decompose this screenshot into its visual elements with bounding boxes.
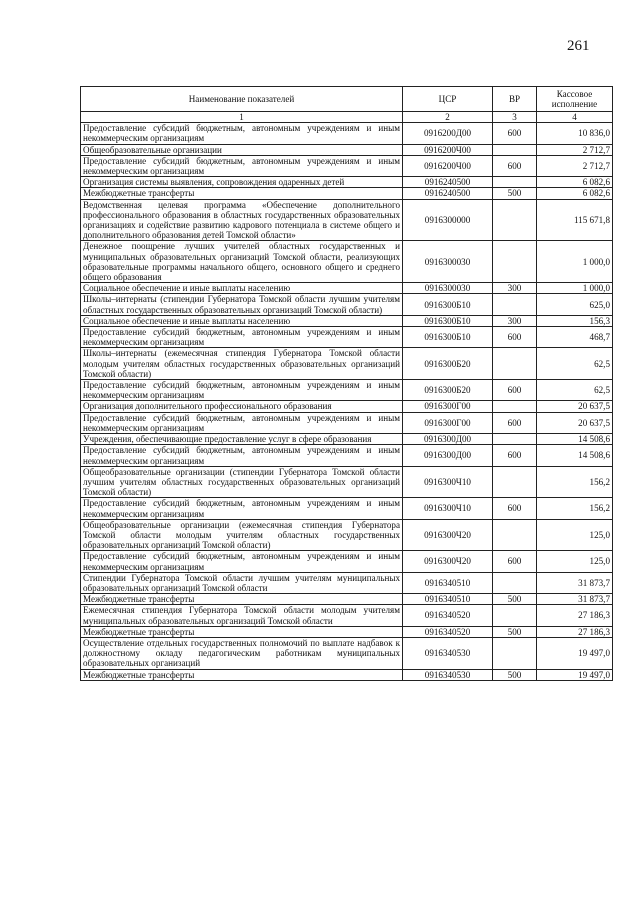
row-vr: 600 xyxy=(493,412,537,433)
row-csr: 0916200Д00 xyxy=(403,123,493,144)
row-csr: 0916300Ч10 xyxy=(403,498,493,519)
row-amount: 20 637,5 xyxy=(537,412,613,433)
row-vr xyxy=(493,466,537,498)
row-csr: 0916200Ч00 xyxy=(403,155,493,176)
table-row xyxy=(81,637,613,669)
table-row xyxy=(81,572,613,593)
row-amount: 6 082,6 xyxy=(537,188,613,199)
row-csr: 0916300Ч20 xyxy=(403,551,493,572)
row-vr xyxy=(493,572,537,593)
row-name: Общеобразовательные организации (стипендии Губернатора Томской области лучшим учителям областных государственных образовательных организаций Томской области) xyxy=(81,466,403,498)
row-csr: 0916300Б20 xyxy=(403,380,493,401)
row-vr xyxy=(493,294,537,315)
row-csr: 0916300Д00 xyxy=(403,434,493,445)
row-amount: 31 873,7 xyxy=(537,572,613,593)
row-name: Предоставление субсидий бюджетным, автономным учреждениям и иным некоммерческим организациям xyxy=(81,380,403,401)
column-number-row xyxy=(81,112,613,123)
row-vr xyxy=(493,519,537,551)
table-row xyxy=(81,144,613,155)
row-name: Школы–интернаты (ежемесячная стипендия Губернатора Томской области молодым учителям областных государственных образовательных организаций Томской области) xyxy=(81,348,403,380)
row-amount: 10 836,0 xyxy=(537,123,613,144)
table-body xyxy=(81,123,613,681)
table-row xyxy=(81,594,613,605)
row-name: Организация системы выявления, сопровождения одаренных детей xyxy=(81,177,403,188)
column-number: 1 xyxy=(81,112,403,123)
row-csr: 0916200Ч00 xyxy=(403,144,493,155)
row-amount: 115 671,8 xyxy=(537,199,613,241)
row-vr: 600 xyxy=(493,123,537,144)
row-amount: 19 497,0 xyxy=(537,637,613,669)
row-csr: 0916300Ч20 xyxy=(403,519,493,551)
table-row xyxy=(81,315,613,326)
row-csr: 0916300000 xyxy=(403,199,493,241)
table-row xyxy=(81,380,613,401)
row-vr: 600 xyxy=(493,380,537,401)
table-row xyxy=(81,498,613,519)
row-amount: 62,5 xyxy=(537,348,613,380)
row-vr xyxy=(493,241,537,283)
row-csr: 0916300Б10 xyxy=(403,294,493,315)
header-row xyxy=(81,87,613,112)
row-csr: 0916300Б10 xyxy=(403,315,493,326)
header-amount: Кассовое исполнение xyxy=(537,87,613,112)
row-amount: 14 508,6 xyxy=(537,445,613,466)
row-vr: 600 xyxy=(493,551,537,572)
row-amount: 6 082,6 xyxy=(537,177,613,188)
row-name: Социальное обеспечение и иные выплаты населению xyxy=(81,283,403,294)
row-name: Предоставление субсидий бюджетным, автономным учреждениям и иным некоммерческим организациям xyxy=(81,327,403,348)
row-csr: 0916300Б20 xyxy=(403,348,493,380)
row-name: Стипендии Губернатора Томской области лучшим учителям муниципальных образовательных организаций Томской области xyxy=(81,572,403,593)
row-csr: 0916340510 xyxy=(403,572,493,593)
row-vr: 600 xyxy=(493,445,537,466)
row-vr xyxy=(493,177,537,188)
table-row xyxy=(81,401,613,412)
row-csr: 0916340530 xyxy=(403,637,493,669)
page-number: 261 xyxy=(567,38,590,54)
row-name: Ведомственная целевая программа «Обеспечение дополнительного профессионального образования в областных государственных образовательных организациях и содействие развитию кадрового потенциала в системе общего и дополнительного образования детей Томской области» xyxy=(81,199,403,241)
row-name: Предоставление субсидий бюджетным, автономным учреждениям и иным некоммерческим организациям xyxy=(81,123,403,144)
table-row xyxy=(81,669,613,680)
table-row xyxy=(81,327,613,348)
table-row xyxy=(81,199,613,241)
column-number: 2 xyxy=(403,112,493,123)
table-row xyxy=(81,188,613,199)
row-csr: 0916300Г00 xyxy=(403,412,493,433)
row-name: Учреждения, обеспечивающие предоставление услуг в сфере образования xyxy=(81,434,403,445)
row-vr: 300 xyxy=(493,315,537,326)
row-csr: 0916240500 xyxy=(403,188,493,199)
row-name: Предоставление субсидий бюджетным, автономным учреждениям и иным некоммерческим организациям xyxy=(81,551,403,572)
row-amount: 156,3 xyxy=(537,315,613,326)
table-row xyxy=(81,445,613,466)
row-name: Межбюджетные трансферты xyxy=(81,594,403,605)
table-row xyxy=(81,434,613,445)
row-name: Предоставление субсидий бюджетным, автономным учреждениям и иным некоммерческим организациям xyxy=(81,445,403,466)
row-name: Межбюджетные трансферты xyxy=(81,669,403,680)
table-row xyxy=(81,177,613,188)
row-csr: 0916240500 xyxy=(403,177,493,188)
row-vr: 500 xyxy=(493,188,537,199)
row-amount: 62,5 xyxy=(537,380,613,401)
row-name: Межбюджетные трансферты xyxy=(81,626,403,637)
header-csr: ЦСР xyxy=(403,87,493,112)
row-csr: 0916340520 xyxy=(403,605,493,626)
row-amount: 2 712,7 xyxy=(537,144,613,155)
table-row xyxy=(81,283,613,294)
table-row xyxy=(81,551,613,572)
column-number: 3 xyxy=(493,112,537,123)
row-amount: 625,0 xyxy=(537,294,613,315)
row-csr: 0916340510 xyxy=(403,594,493,605)
row-amount: 468,7 xyxy=(537,327,613,348)
row-amount: 2 712,7 xyxy=(537,155,613,176)
row-vr xyxy=(493,434,537,445)
row-vr: 600 xyxy=(493,155,537,176)
table-row xyxy=(81,519,613,551)
row-vr xyxy=(493,348,537,380)
row-vr xyxy=(493,637,537,669)
row-amount: 31 873,7 xyxy=(537,594,613,605)
column-number: 4 xyxy=(537,112,613,123)
row-csr: 0916300Д00 xyxy=(403,445,493,466)
row-name: Предоставление субсидий бюджетным, автономным учреждениям и иным некоммерческим организациям xyxy=(81,498,403,519)
table-row xyxy=(81,241,613,283)
table-row xyxy=(81,155,613,176)
row-amount: 19 497,0 xyxy=(537,669,613,680)
row-vr: 600 xyxy=(493,498,537,519)
row-amount: 27 186,3 xyxy=(537,626,613,637)
table-row xyxy=(81,123,613,144)
table-row xyxy=(81,294,613,315)
row-vr: 300 xyxy=(493,283,537,294)
row-amount: 27 186,3 xyxy=(537,605,613,626)
row-vr: 500 xyxy=(493,594,537,605)
row-csr: 0916340530 xyxy=(403,669,493,680)
row-csr: 0916300030 xyxy=(403,283,493,294)
row-amount: 1 000,0 xyxy=(537,241,613,283)
row-vr: 600 xyxy=(493,327,537,348)
row-vr xyxy=(493,605,537,626)
row-csr: 0916300Б10 xyxy=(403,327,493,348)
row-name: Ежемесячная стипендия Губернатора Томской области молодым учителям муниципальных образовательных организаций Томской области xyxy=(81,605,403,626)
table-row xyxy=(81,348,613,380)
row-amount: 14 508,6 xyxy=(537,434,613,445)
row-vr: 500 xyxy=(493,669,537,680)
row-csr: 0916300030 xyxy=(403,241,493,283)
row-name: Осуществление отдельных государственных полномочий по выплате надбавок к должностному окладу педагогическим работникам муниципальных образовательных организаций xyxy=(81,637,403,669)
row-csr: 0916300Ч10 xyxy=(403,466,493,498)
row-name: Школы–интернаты (стипендии Губернатора Томской области лучшим учителям областных государственных образовательных организаций Томской области) xyxy=(81,294,403,315)
header-name: Наименование показателей xyxy=(81,87,403,112)
table-row xyxy=(81,412,613,433)
row-amount: 20 637,5 xyxy=(537,401,613,412)
row-name: Предоставление субсидий бюджетным, автономным учреждениям и иным некоммерческим организациям xyxy=(81,412,403,433)
row-amount: 156,2 xyxy=(537,498,613,519)
row-vr xyxy=(493,144,537,155)
row-vr xyxy=(493,199,537,241)
row-name: Общеобразовательные организации xyxy=(81,144,403,155)
row-amount: 125,0 xyxy=(537,519,613,551)
row-vr xyxy=(493,401,537,412)
row-name: Денежное поощрение лучших учителей областных государственных и муниципальных образовательных организаций Томской области, реализующих образовательные программы начального общего, основного общего и среднего общего образования xyxy=(81,241,403,283)
row-csr: 0916300Г00 xyxy=(403,401,493,412)
row-name: Социальное обеспечение и иные выплаты населению xyxy=(81,315,403,326)
row-csr: 0916340520 xyxy=(403,626,493,637)
row-amount: 125,0 xyxy=(537,551,613,572)
row-name: Предоставление субсидий бюджетным, автономным учреждениям и иным некоммерческим организациям xyxy=(81,155,403,176)
table-row xyxy=(81,605,613,626)
row-vr: 500 xyxy=(493,626,537,637)
row-amount: 156,2 xyxy=(537,466,613,498)
budget-table xyxy=(80,86,613,681)
table-row xyxy=(81,466,613,498)
header-vr: ВР xyxy=(493,87,537,112)
row-name: Организация дополнительного профессионального образования xyxy=(81,401,403,412)
table-row xyxy=(81,626,613,637)
row-name: Общеобразовательные организации (ежемесячная стипендия Губернатора Томской области молодым учителям областных государственных образовательных организаций Томской области) xyxy=(81,519,403,551)
row-name: Межбюджетные трансферты xyxy=(81,188,403,199)
row-amount: 1 000,0 xyxy=(537,283,613,294)
